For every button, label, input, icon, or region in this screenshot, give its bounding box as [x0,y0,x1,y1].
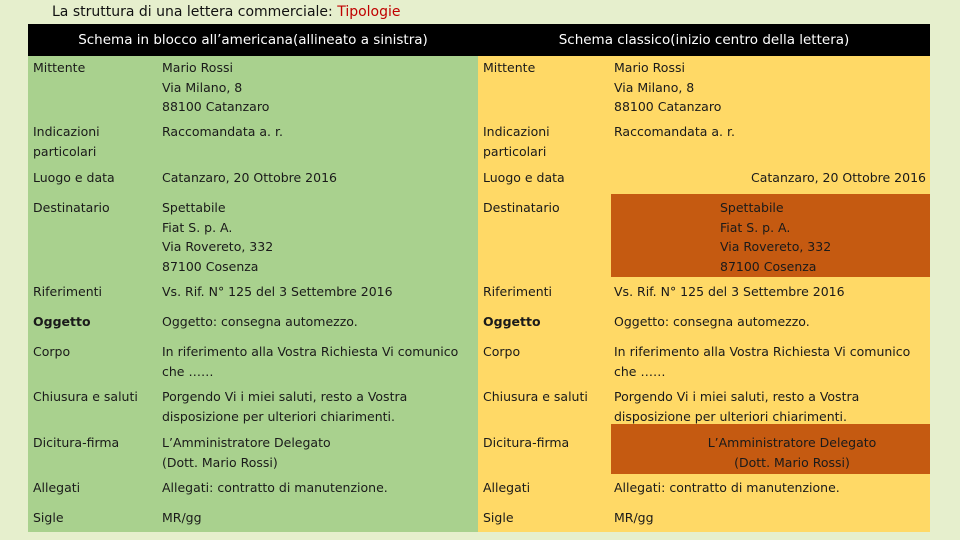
row-value-line: (Dott. Mario Rossi) [162,454,278,470]
row-label: Chiusura e saluti [33,389,138,404]
title-prefix: La struttura di una lettera commerciale: [52,4,338,20]
row-value-line: (Dott. Mario Rossi) [734,454,850,470]
row-value [614,122,926,142]
row-label: Indicazioni particolari [33,124,100,159]
row-value [162,198,474,276]
row-value-line: Spettabile [720,200,784,215]
row-value-line: In riferimento alla Vostra Richiesta Vi comunico che …… [614,344,911,379]
row-label: Dicitura-firma [33,435,120,450]
row-value-line: 87100 Cosenza [720,258,817,274]
row-label: Sigle [483,510,514,525]
classic-header [478,24,930,56]
row-value-line: Raccomandata a. r. [162,124,283,139]
row-label: Chiusura e saluti [483,389,588,404]
row-value-line: Fiat S. p. A. [162,219,233,235]
classic-header-rest: (inizio centro della lettera) [670,32,850,48]
row-value-line: Porgendo Vi i miei saluti, resto a Vostra disposizione per ulteriori chiarimenti. [162,389,408,424]
row-label: Oggetto [483,314,541,329]
row-label: Destinatario [33,200,110,215]
row-label: Allegati [483,480,531,495]
row-value [614,312,926,332]
row-value-line: Via Milano, 8 [162,79,243,95]
row-value-line: Vs. Rif. N° 125 del 3 Settembre 2016 [162,284,393,299]
row-value-line: Catanzaro, 20 Ottobre 2016 [751,170,926,185]
row-label: Destinatario [483,200,560,215]
row-label: Sigle [33,510,64,525]
row-value-line: 88100 Catanzaro [614,99,722,114]
row-value [162,342,474,381]
row-value [614,342,926,381]
row-value [162,168,474,188]
american-header-bold: Schema in blocco all’americana [78,32,293,48]
american-block-header [28,24,478,56]
row-value-line: Porgendo Vi i miei saluti, resto a Vostra disposizione per ulteriori chiarimenti. [614,389,860,424]
row-value [614,387,926,426]
row-value-line: L’Amministratore Delegato [162,435,331,450]
row-value-line: 88100 Catanzaro [162,99,270,114]
row-label: Riferimenti [483,284,553,299]
row-value [162,387,474,426]
row-value [614,168,926,188]
slide-title [52,4,401,20]
row-value [720,198,920,276]
row-value [614,508,926,528]
row-label: Dicitura-firma [483,435,570,450]
row-value-line: Oggetto: consegna automezzo. [162,314,358,329]
row-value [162,122,474,142]
row-value-line: Catanzaro, 20 Ottobre 2016 [162,170,337,185]
row-value-line: MR/gg [162,510,202,525]
row-value-line: Allegati: contratto di manutenzione. [614,480,840,495]
row-value-line: Via Rovereto, 332 [720,239,832,254]
row-value [162,312,474,332]
row-value-line: L’Amministratore Delegato [707,435,877,450]
row-label: Mittente [33,60,86,75]
row-value [162,478,474,498]
row-value [162,508,474,528]
row-label: Corpo [33,344,71,359]
row-value-line: MR/gg [614,510,654,525]
classic-header-bold: Schema classico [558,32,671,48]
row-value [162,282,474,302]
row-value-line: Allegati: contratto di manutenzione. [162,480,388,495]
title-accent: Tipologie [337,4,401,20]
row-value-line: Fiat S. p. A. [720,219,791,235]
row-value [668,433,916,472]
row-value [162,433,474,472]
row-value-line: Raccomandata a. r. [614,124,735,139]
row-value-line: Via Milano, 8 [614,79,695,95]
row-value-line: 87100 Cosenza [162,258,259,274]
row-value-line: Oggetto: consegna automezzo. [614,314,810,329]
american-block-panel [28,24,478,532]
row-value-line: Mario Rossi [162,60,233,75]
row-label: Indicazioni particolari [483,124,550,159]
row-label: Oggetto [33,314,91,329]
row-value [162,58,474,117]
row-value-line: In riferimento alla Vostra Richiesta Vi comunico che …… [162,344,459,379]
row-value-line: Spettabile [162,200,226,215]
row-label: Allegati [33,480,81,495]
row-value [614,478,926,498]
classic-panel [478,24,930,532]
row-label: Mittente [483,60,536,75]
row-label: Luogo e data [483,170,565,185]
row-value-line: Mario Rossi [614,60,685,75]
row-value-line: Vs. Rif. N° 125 del 3 Settembre 2016 [614,284,845,299]
row-value-line: Via Rovereto, 332 [162,239,274,254]
row-label: Corpo [483,344,521,359]
row-value [614,282,926,302]
row-label: Riferimenti [33,284,103,299]
american-header-rest: (allineato a sinistra) [292,32,428,48]
row-label: Luogo e data [33,170,115,185]
row-value [614,58,926,117]
